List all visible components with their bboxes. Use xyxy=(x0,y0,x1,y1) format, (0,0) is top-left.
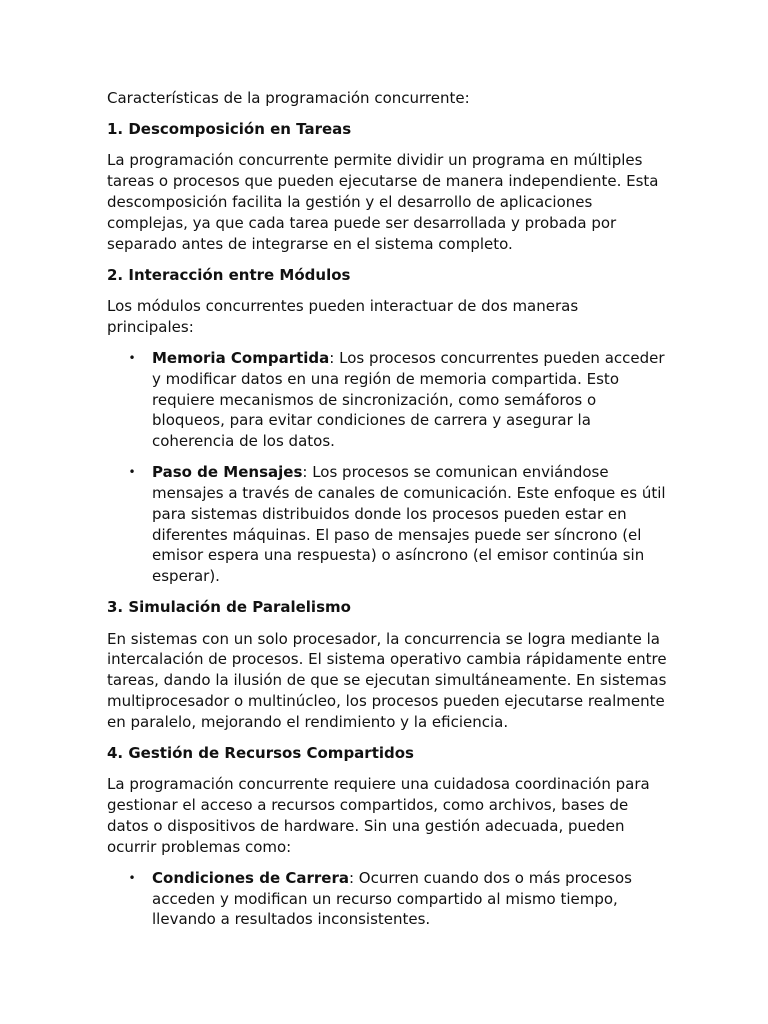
list-item-term: Paso de Mensajes xyxy=(152,463,303,482)
document-page xyxy=(107,88,667,941)
section-heading: 1. Descomposición en Tareas xyxy=(107,120,352,139)
section-interaccion xyxy=(107,265,667,587)
section-descomposicion xyxy=(107,119,667,254)
section-gestion xyxy=(107,743,667,930)
list-item-term: Memoria Compartida xyxy=(152,348,330,367)
section-heading: 3. Simulación de Paralelismo xyxy=(107,598,351,617)
document-intro: Características de la programación concurrente: xyxy=(107,89,470,107)
list-item-term: Condiciones de Carrera xyxy=(152,868,349,887)
section-paragraph: La programación concurrente requiere una cuidadosa coordinación para gestionar el acceso a recursos compartidos, como archivos, bases de datos o dispositivos de hardware. Sin una gestión adecuada, pueden ocurrir problemas como: xyxy=(107,775,650,856)
bullet-list xyxy=(107,868,667,930)
list-item-text: : Los procesos concurrentes pueden acceder y modificar datos en una región de memoria compartida. Esto requiere mecanismos de sincronización, como semáforos o bloqueos, para evitar condiciones de carrera y asegurar la coherencia de los datos. xyxy=(152,348,665,451)
section-paragraph: Los módulos concurrentes pueden interactuar de dos maneras principales: xyxy=(107,296,579,336)
bullet-list xyxy=(107,348,667,587)
list-item xyxy=(107,868,667,930)
bullet-icon: • xyxy=(128,350,136,365)
list-item xyxy=(107,348,667,452)
section-paragraph: La programación concurrente permite dividir un programa en múltiples tareas o procesos que pueden ejecutarse de manera independiente. Esta descomposición facilita la gestión y el desarrollo de aplicaciones complejas, ya que cada tarea puede ser desarrollada y probada por separado antes de integrarse en el sistema completo. xyxy=(107,151,659,253)
bullet-icon: • xyxy=(128,870,136,885)
section-paragraph: En sistemas con un solo procesador, la concurrencia se logra mediante la intercalación de procesos. El sistema operativo cambia rápidamente entre tareas, dando la ilusión de que se ejecutan simultáneamente. En sistemas multiprocesador o multinúcleo, los procesos pueden ejecutarse realmente en paralelo, mejorando el rendimiento y la eficiencia. xyxy=(107,629,667,731)
bullet-icon: • xyxy=(128,465,136,480)
section-simulacion xyxy=(107,597,667,732)
list-item-text: : Ocurren cuando dos o más procesos acceden y modifican un recurso compartido al mismo tiempo, llevando a resultados inconsistentes. xyxy=(152,868,632,929)
list-item xyxy=(107,462,667,587)
section-heading: 4. Gestión de Recursos Compartidos xyxy=(107,744,414,763)
list-item-text: : Los procesos se comunican enviándose mensajes a través de canales de comunicación. Este enfoque es útil para sistemas distribuidos donde los procesos pueden estar en diferentes máquinas. El paso de mensajes puede ser síncrono (el emisor espera una respuesta) o asíncrono (el emisor continúa sin esperar). xyxy=(152,463,666,586)
section-heading: 2. Interacción entre Módulos xyxy=(107,265,351,284)
